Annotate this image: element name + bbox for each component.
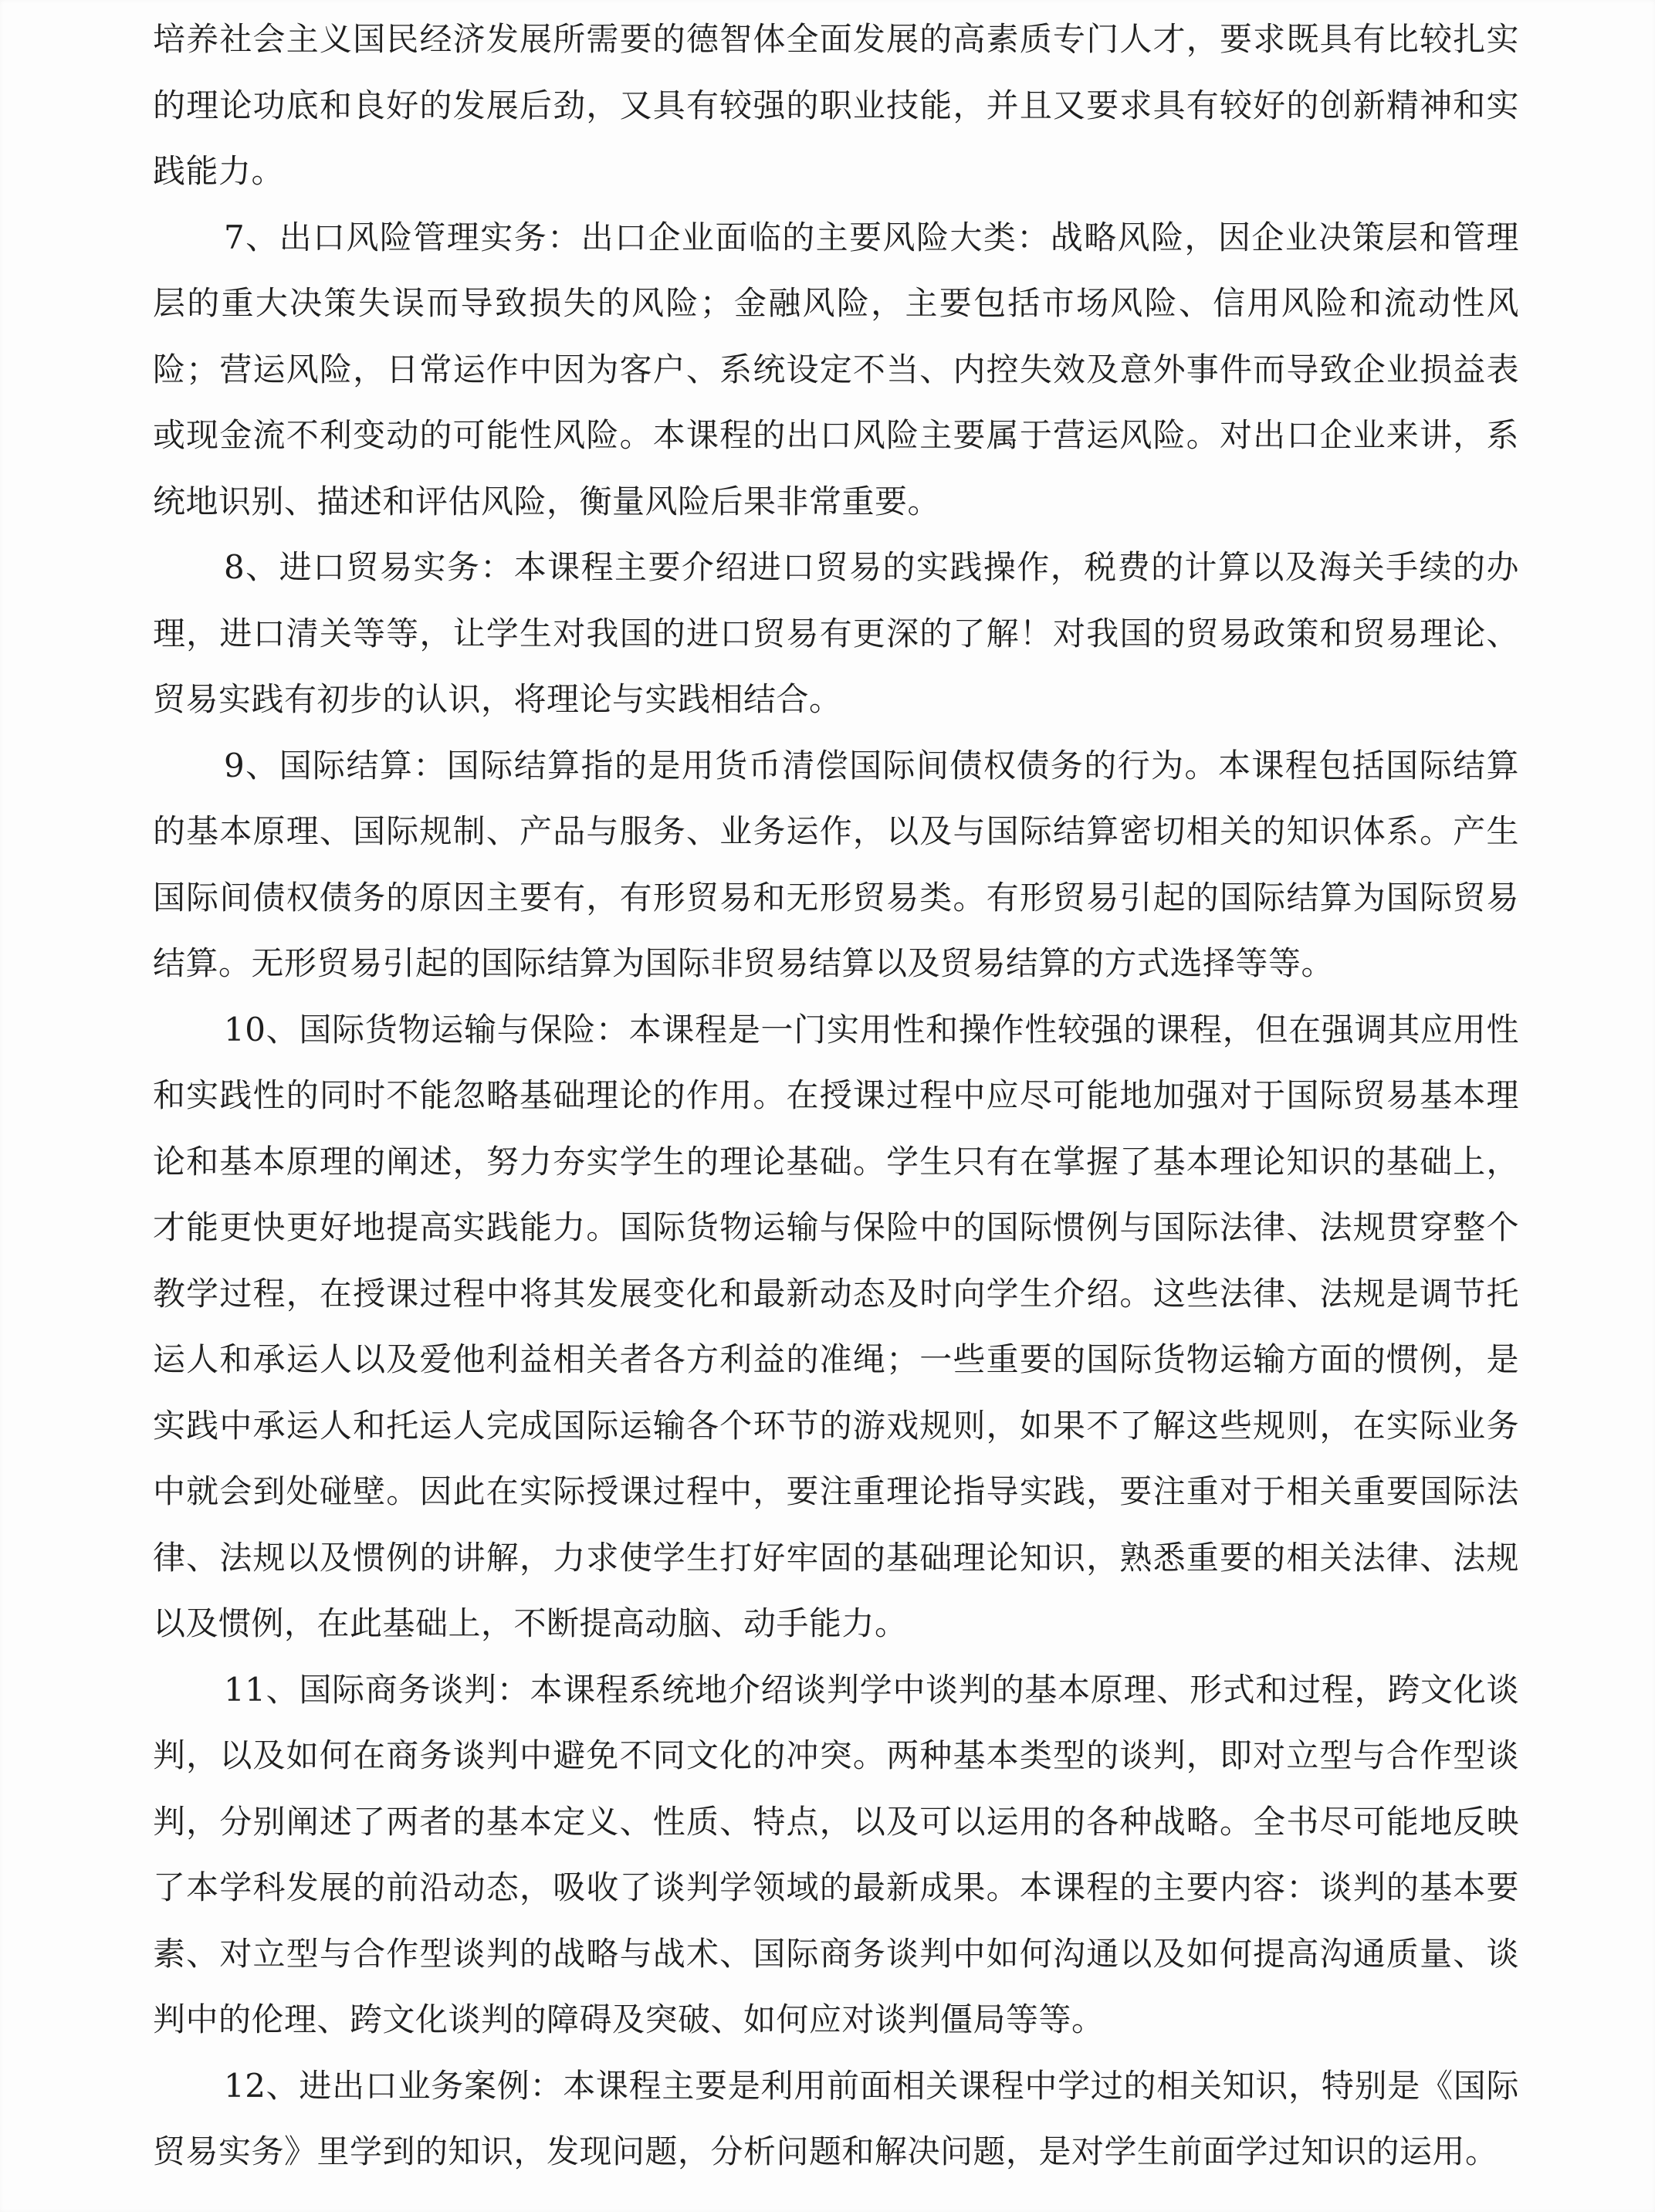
paragraph-course-8-import-trade: 8、进口贸易实务：本课程主要介绍进口贸易的实践操作，税费的计算以及海关手续的办理，进口清关等等，让学生对我国的进口贸易有更深的了解！对我国的贸易政策和贸易理论、贸易实践有初步的认识，将理论与实践相结合。	[153, 548, 1519, 718]
document-body	[153, 6, 1519, 2185]
paragraph-intro-continuation: 培养社会主义国民经济发展所需要的德智体全面发展的高素质专门人才，要求既具有比较扎实的理论功底和良好的发展后劲，又具有较强的职业技能，并且又要求具有较好的创新精神和实践能力。	[153, 20, 1519, 190]
paragraph-course-7-export-risk-management: 7、出口风险管理实务：出口企业面临的主要风险大类：战略风险，因企业决策层和管理层的重大决策失误而导致损失的风险；金融风险，主要包括市场风险、信用风险和流动性风险；营运风险，日常运作中因为客户、系统设定不当、内控失效及意外事件而导致企业损益表或现金流不利变动的可能性风险。本课程的出口风险主要属于营运风险。对出口企业来讲，系统地识别、描述和评估风险，衡量风险后果非常重要。	[153, 218, 1519, 520]
paragraph-course-12-trade-cases: 12、进出口业务案例：本课程主要是利用前面相关课程中学过的相关知识，特别是《国际贸易实务》里学到的知识，发现问题，分析问题和解决问题，是对学生前面学过知识的运用。	[153, 2066, 1519, 2170]
paragraph-course-9-international-settlement: 9、国际结算：国际结算指的是用货币清偿国际间债权债务的行为。本课程包括国际结算的基本原理、国际规制、产品与服务、业务运作，以及与国际结算密切相关的知识体系。产生国际间债权债务的原因主要有，有形贸易和无形贸易类。有形贸易引起的国际结算为国际贸易结算。无形贸易引起的国际结算为国际非贸易结算以及贸易结算的方式选择等等。	[153, 746, 1519, 982]
paragraph-course-10-cargo-transport-insurance: 10、国际货物运输与保险：本课程是一门实用性和操作性较强的课程，但在强调其应用性和实践性的同时不能忽略基础理论的作用。在授课过程中应尽可能地加强对于国际贸易基本理论和基本原理的阐述，努力夯实学生的理论基础。学生只有在掌握了基本理论知识的基础上，才能更快更好地提高实践能力。国际货物运输与保险中的国际惯例与国际法律、法规贯穿整个教学过程，在授课过程中将其发展变化和最新动态及时向学生介绍。这些法律、法规是调节托运人和承运人以及爱他利益相关者各方利益的准绳；一些重要的国际货物运输方面的惯例，是实践中承运人和托运人完成国际运输各个环节的游戏规则，如果不了解这些规则，在实际业务中就会到处碰壁。因此在实际授课过程中，要注重理论指导实践，要注重对于相关重要国际法律、法规以及惯例的讲解，力求使学生打好牢固的基础理论知识，熟悉重要的相关法律、法规以及惯例，在此基础上，不断提高动脑、动手能力。	[153, 1010, 1519, 1642]
paragraph-course-11-business-negotiation: 11、国际商务谈判：本课程系统地介绍谈判学中谈判的基本原理、形式和过程，跨文化谈判，以及如何在商务谈判中避免不同文化的冲突。两种基本类型的谈判，即对立型与合作型谈判，分别阐述了两者的基本定义、性质、特点，以及可以运用的各种战略。全书尽可能地反映了本学科发展的前沿动态，吸收了谈判学领域的最新成果。本课程的主要内容：谈判的基本要素、对立型与合作型谈判的战略与战术、国际商务谈判中如何沟通以及如何提高沟通质量、谈判中的伦理、跨文化谈判的障碍及突破、如何应对谈判僵局等等。	[153, 1670, 1519, 2038]
